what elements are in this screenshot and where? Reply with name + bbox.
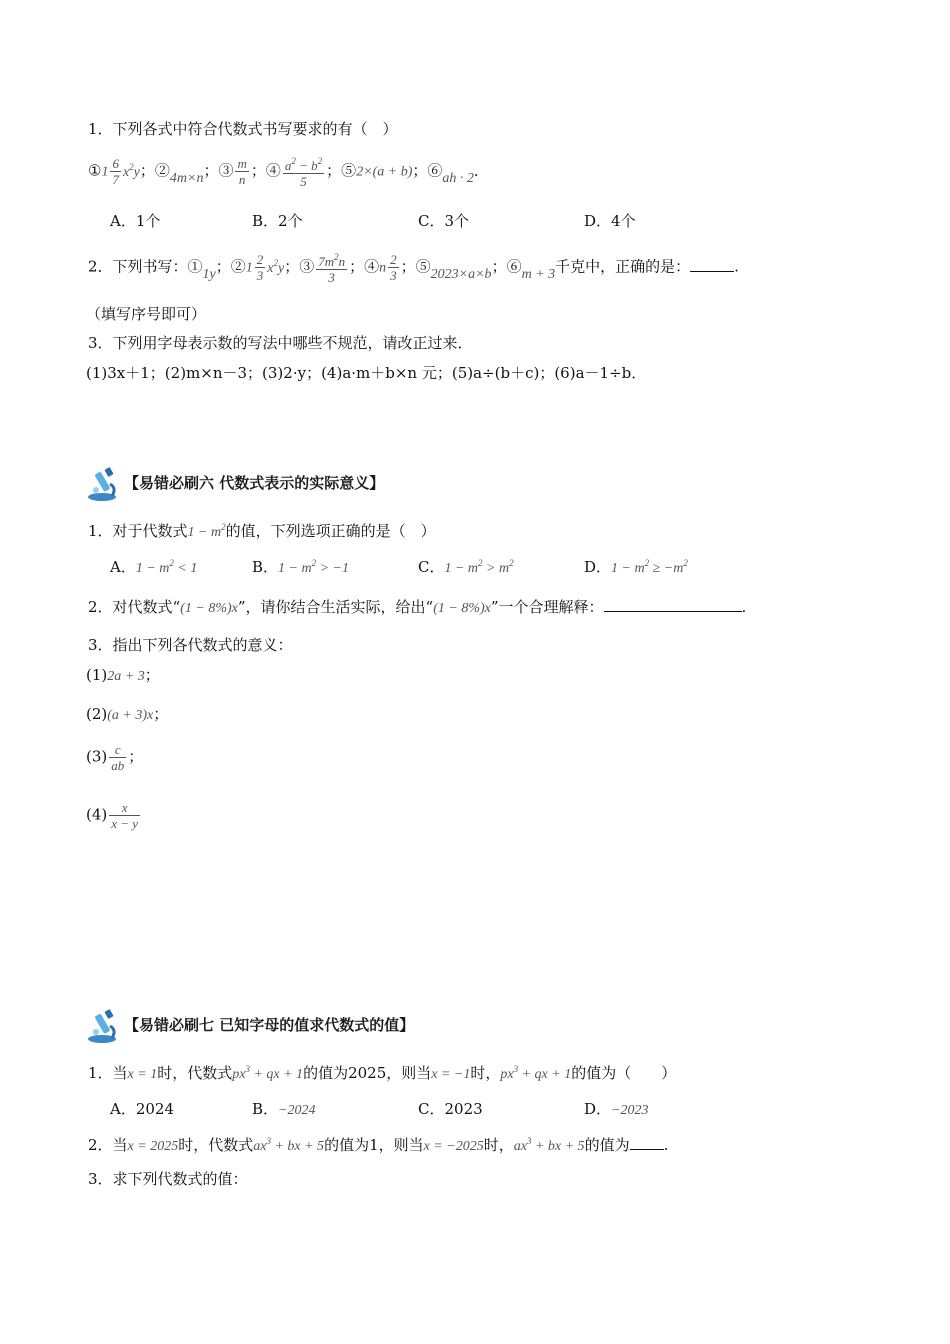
item-marker: ；③ xyxy=(203,161,234,180)
s6-q1-option-a[interactable]: A．$1 - m^2 < 1$ xyxy=(110,558,198,576)
s5-q2-note: （填写序号即可） xyxy=(86,305,207,323)
s6-q1-option-b[interactable]: B．$1 - m^2 > -1$ xyxy=(252,558,349,576)
answer-blank[interactable] xyxy=(604,597,742,612)
s6-q1-option-c[interactable]: C．$1 - m^2 > m^2$ xyxy=(418,558,514,576)
fraction: $\frac{2}{3}$ xyxy=(256,252,264,283)
s7-q1-option-a[interactable]: A．2024 xyxy=(110,1100,175,1118)
s6-q3-item-1: (1)2a + 3； xyxy=(86,666,160,684)
s5-q1-option-a[interactable]: A．1个 xyxy=(110,212,161,230)
microscope-icon xyxy=(86,1008,124,1044)
s7-header xyxy=(86,1008,414,1044)
s6-header xyxy=(86,466,384,502)
s7-title: 【易错必刷七 已知字母的值求代数式的值】 xyxy=(124,1016,415,1034)
s5-q3-stem: 3．下列用字母表示数的写法中哪些不规范，请改正过来． xyxy=(88,334,473,352)
fraction: $\frac{7m^2n}{3}$ xyxy=(318,252,346,285)
fraction: $\frac{2}{3}$ xyxy=(390,252,397,283)
item-marker: ；⑤ xyxy=(326,161,357,180)
item-marker: ；② xyxy=(139,161,170,180)
s5-q2-line: 2．下列书写：①1y；②1 $\frac{2}{3}$ $x^2y$；③ $\frac{7m^2n}{3}$ ；④n $\frac{2}{3}$ ；⑤2023×a×b；⑥m + 3千克中，正确的是： . xyxy=(88,252,739,285)
s6-q1-stem: 1．对于代数式$1 - m^2$的值，下列选项正确的是（ ） xyxy=(88,522,436,540)
answer-blank[interactable] xyxy=(630,1135,664,1150)
fraction: $\frac{m}{n}$ xyxy=(237,156,247,187)
s6-q1-option-d[interactable]: D．$1 - m^2 \ge -m^2$ xyxy=(584,558,688,576)
s6-title: 【易错必刷六 代数式表示的实际意义】 xyxy=(124,474,385,492)
item-marker: ；⑥ xyxy=(412,161,443,180)
microscope-icon xyxy=(86,466,124,502)
fraction: $\frac{x}{x - y}$ xyxy=(111,800,139,831)
s5-q1-option-c[interactable]: C．3个 xyxy=(418,212,470,230)
item-marker: ① xyxy=(88,161,102,180)
s5-q1-option-d[interactable]: D．4个 xyxy=(584,212,636,230)
s7-q1-stem: 1．当x = 1时，代数式$px^3$ + qx + 1的值为2025，则当x = −1时，$px^3$ + qx + 1的值为（ ） xyxy=(88,1064,677,1082)
s7-q1-option-c[interactable]: C．2023 xyxy=(418,1100,483,1118)
s7-q2-line: 2．当x = 2025时，代数式$ax^3$ + bx + 5的值为1，则当x = −2025时，$ax^3$ + bx + 5的值为 . xyxy=(88,1136,669,1154)
item-marker: ；④ xyxy=(250,161,281,180)
s7-q3-stem: 3．求下列代数式的值： xyxy=(88,1170,248,1188)
s5-q1-stem: 1．下列各式中符合代数式书写要求的有（ ） xyxy=(88,120,398,138)
s5-q1-expressions: ①1 $\frac{6}{7}$ $x^2y$；②4m×n；③ $\frac{m}{n}$ ；④ $\frac{a^2 - b^2}{5}$ ；⑤2×(a + b)；⑥ah · 2． xyxy=(88,156,489,189)
s6-q3-item-2: (2)(a + 3)x； xyxy=(86,705,169,723)
fraction: $\frac{6}{7}$ xyxy=(112,156,119,187)
s6-q2-line: 2．对代数式“(1 − 8%)x”，请你结合生活实际，给出“(1 − 8%)x”一个合理解释： . xyxy=(88,598,747,616)
s5-q1-option-b[interactable]: B．2个 xyxy=(252,212,303,230)
answer-blank[interactable] xyxy=(690,257,734,272)
s7-q1-option-b[interactable]: B．−2024 xyxy=(252,1100,316,1118)
s6-q3-item-3: (3) $\frac{c}{ab}$ ； xyxy=(86,742,144,773)
s6-q3-stem: 3．指出下列各代数式的意义： xyxy=(88,636,293,654)
s7-q1-option-d[interactable]: D．−2023 xyxy=(584,1100,649,1118)
fraction: $\frac{a^2 - b^2}{5}$ xyxy=(284,156,323,189)
s6-q3-item-4: (4) $\frac{x}{x - y}$ xyxy=(86,800,139,831)
fraction: $\frac{c}{ab}$ xyxy=(111,742,125,773)
s5-q3-line: (1)3x＋1；(2)m×n－3；(3)2·y；(4)a·m＋b×n 元；(5)a÷(b＋c)；(6)a－1÷b． xyxy=(86,364,647,382)
